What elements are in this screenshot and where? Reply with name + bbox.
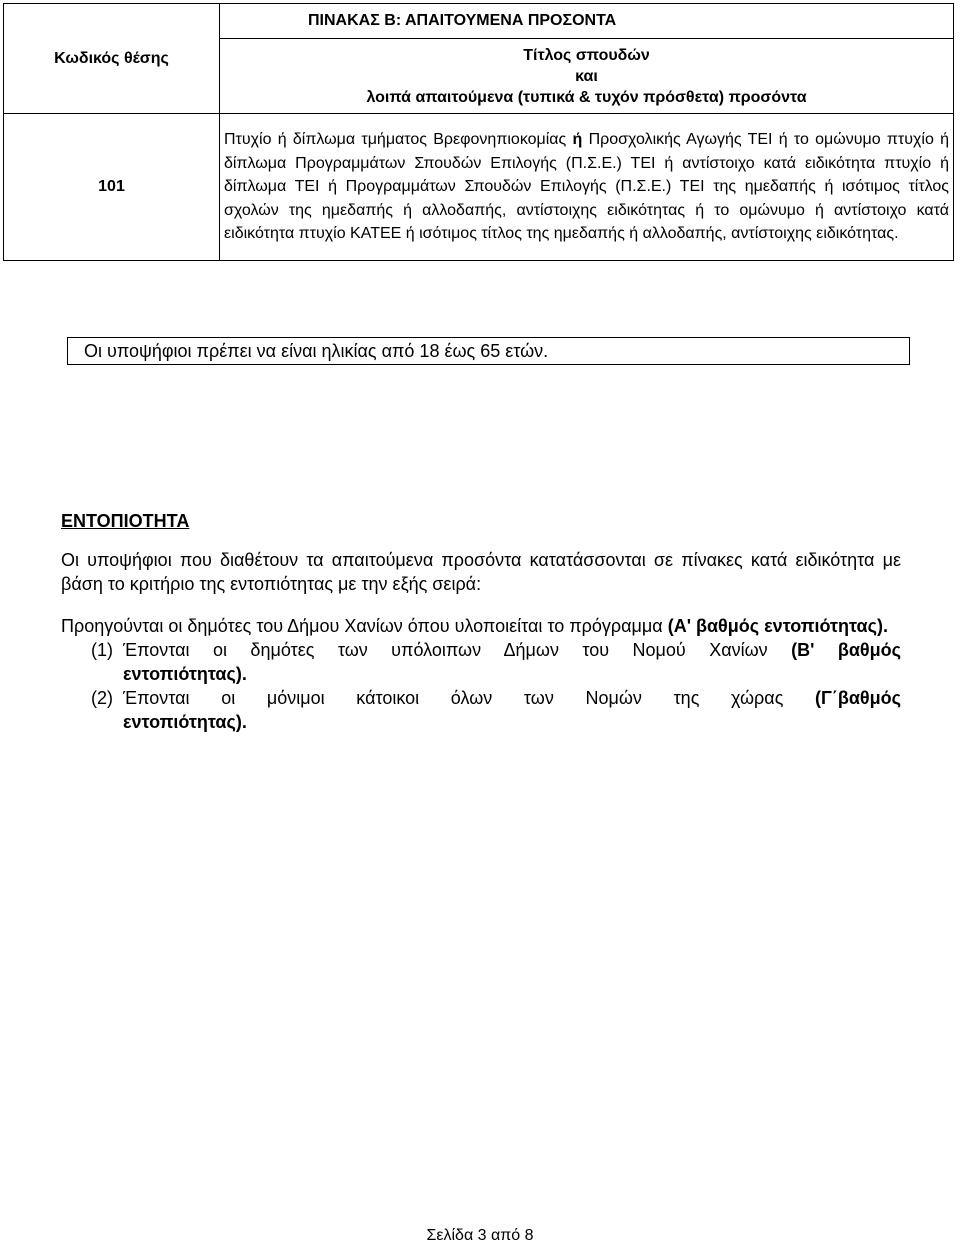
position-code-cell bbox=[4, 114, 220, 261]
table-row bbox=[4, 114, 954, 261]
table-title-cell bbox=[220, 4, 954, 39]
locality-heading: ΕΝΤΟΠΙΟΤΗΤΑ bbox=[61, 511, 190, 531]
locality-section bbox=[61, 509, 901, 734]
table-title: ΠΙΝΑΚΑΣ Β: ΑΠΑΙΤΟΥΜΕΝΑ ΠΡΟΣΟΝΤΑ bbox=[308, 12, 617, 29]
qualifications-text-part-2: Προσχολικής Αγωγής ΤΕΙ ή το ομώνυμο πτυχίο ή δίπλωμα Προγραμμάτων Σπουδών Επιλογής (Π.Σ.Ε.) ΤΕΙ ή αντίστοιχο κατά ειδικότητα πτυχίο ή δίπλωμα ΤΕΙ ή Προγραμμάτων Σπουδών Επιλογής (Π.Σ.Ε.) ΤΕΙ της ημεδαπής ή ισότιμος τίτλος σχολών της ημεδαπής ή αλλοδαπής, αντίστοιχης ειδικότητας ή το ομώνυμο ή αντίστοιχο κατά ειδικότητα πτυχίο ΚΑΤΕΕ ή ισότιμος τίτλος της ημεδαπής ή αλλοδαπής, αντίστοιχης ειδικότητας. bbox=[224, 131, 949, 243]
locality-first-text: Προηγούνται οι δημότες του Δήμου Χανίων όπου υλοποιείται το πρόγραμμα bbox=[61, 616, 663, 636]
qualifications-header-line-2: και bbox=[575, 67, 598, 85]
degree-label-start: (Γ΄βαθμός bbox=[815, 688, 901, 708]
position-code: 101 bbox=[98, 178, 125, 195]
locality-item-1-text: Έπονται οι δημότες των υπόλοιπων Δήμων του Νομού Χανίων (Β' βαθμός bbox=[123, 640, 901, 660]
code-column-header: Κωδικός θέσης bbox=[54, 49, 169, 67]
qualifications-text-part-1: Πτυχίο ή δίπλωμα τμήματος Βρεφονηπιοκομίας bbox=[224, 131, 573, 149]
requirements-table bbox=[3, 3, 954, 261]
locality-first-priority bbox=[61, 614, 901, 638]
page-number: Σελίδα 3 από 8 bbox=[426, 1227, 534, 1244]
locality-item-2-degree: εντοπιότητας). bbox=[123, 712, 247, 732]
locality-item-2-number: (2) bbox=[91, 688, 113, 708]
qualifications-bold-or: ή bbox=[572, 131, 583, 149]
qualifications-header-line-1: Τίτλος σπουδών bbox=[523, 46, 650, 64]
locality-item-2-text: Έπονται οι μόνιμοι κάτοικοι όλων των Νομών της χώρας (Γ΄βαθμός bbox=[123, 688, 901, 708]
age-requirement-text: Οι υποψήφιοι πρέπει να είναι ηλικίας από 18 έως 65 ετών. bbox=[84, 341, 549, 361]
locality-item-1-number: (1) bbox=[91, 640, 113, 660]
qualifications-column-header bbox=[220, 39, 954, 114]
locality-item-1-degree: εντοπιότητας). bbox=[123, 664, 247, 684]
table-corner-cell bbox=[4, 4, 220, 114]
age-requirement-box bbox=[67, 337, 910, 365]
qualifications-cell bbox=[220, 114, 954, 261]
qualifications-header-line-3: λοιπά απαιτούμενα (τυπικά & τυχόν πρόσθετα) προσόντα bbox=[366, 88, 807, 106]
locality-intro: Οι υποψήφιοι που διαθέτουν τα απαιτούμενα προσόντα κατατάσσονται σε πίνακες κατά ειδικότητα με βάση το κριτήριο της εντοπιότητας με την εξής σειρά: bbox=[61, 550, 901, 594]
degree-label-start: (Β' βαθμός bbox=[791, 640, 901, 660]
locality-first-degree: (Α' βαθμός εντοπιότητας). bbox=[667, 616, 888, 636]
locality-item-2 bbox=[91, 686, 901, 734]
locality-item-1 bbox=[91, 638, 901, 686]
